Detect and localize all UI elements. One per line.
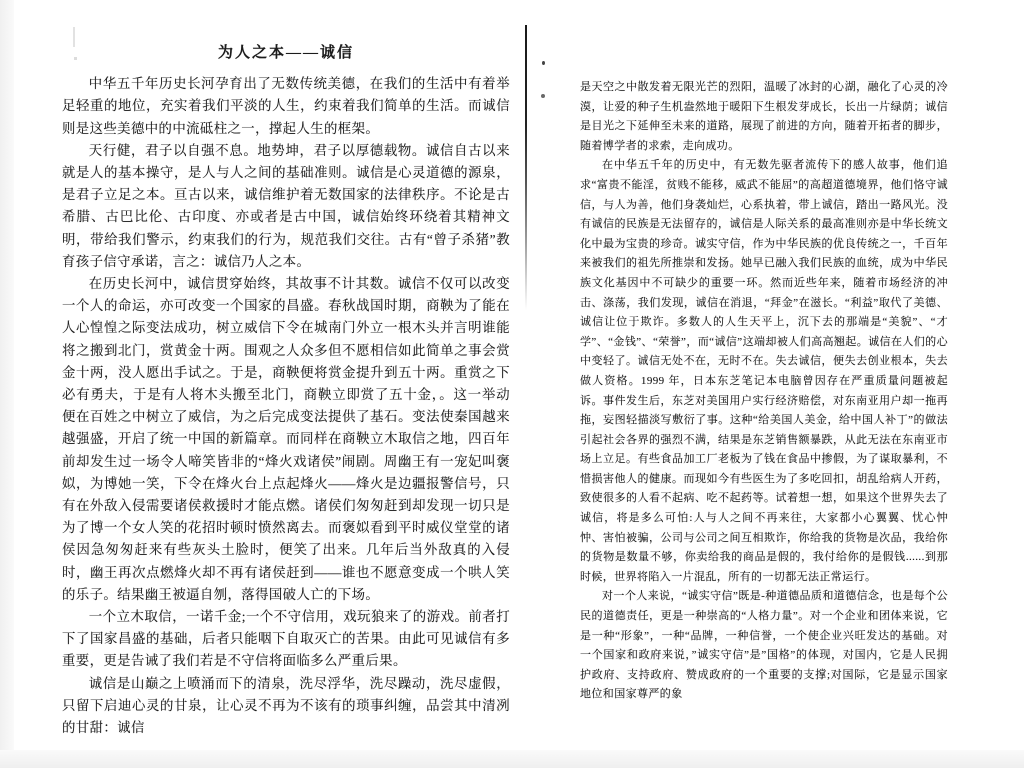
scan-speck [541, 94, 545, 98]
book-spine-line [525, 25, 527, 310]
essay-paragraph: 在历史长河中，诚信贯穿始终，其故事不计其数。诚信不仅可以改变一个人的命运，亦可改变一个国家的昌盛。春秋战国时期，商鞅为了能在人心惶惶之际变法成功，树立威信下令在城南门外立一根木头并言明谁能将之搬到北门，赏黄金十两。围观之人众多但不愿相信如此简单之事会赏金十两，没人愿出手试之。于是，商鞅便将赏金提升到五十两。重赏之下必有勇夫，于是有人将木头搬至北门，商鞅立即赏了五十金，。这一举动便在百姓之中树立了威信，为之后完成变法提供了基石。变法使秦国越来越强盛，开启了统一中国的新篇章。而同样在商鞅立木取信之地，四百年前却发生过一场令人啼笑皆非的“烽火戏诸侯”闹剧。周幽王有一宠妃叫褒姒，为博她一笑，下令在烽火台上点起烽火——烽火是边疆报警信号，只有在外敌入侵需要诸侯救援时才能点燃。诸侯们匆匆赶到却发现一切只是为了博一个女人笑的花招时顿时愤然离去。而褒姒看到平时威仪堂堂的诸侯因急匆匆赶来有些灰头土脸时，便笑了出来。几年后当外敌真的入侵时，幽王再次点燃烽火却不再有诸侯赶到——谁也不愿意变成一个哄人笑的乐子。结果幽王被逼自刎，落得国破人亡的下场。 [62, 276, 510, 602]
scan-edge-bottom [0, 750, 1024, 768]
scan-edge-left [0, 0, 14, 768]
scan-speck [542, 61, 545, 65]
essay-paragraph: 诚信是山巅之上喷涌而下的清泉，洗尽浮华，洗尽躁动，洗尽虚假，只留下启迪心灵的甘泉，让心灵不再为不该有的琐事纠缠，品尝其中清冽的甘甜：诚信 [62, 675, 510, 736]
essay-paragraph: 中华五千年历史长河孕育出了无数传统美德，在我们的生活中有着举足轻重的地位，充实着我们平淡的人生，约束着我们简单的生活。而诚信则是这些美德中的中流砥柱之一，撑起人生的框架。 [62, 76, 510, 136]
essay-paragraph: 一个立木取信，一诺千金;一个不守信用，戏玩狼来了的游戏。前者打下了国家昌盛的基础，后者只能咽下自取灭亡的苦果。由此可见诚信有多重要，更是告诫了我们若是不守信将面临多么严重后果。 [62, 609, 510, 669]
essay-paragraph: 天行健，君子以自强不息。地势坤，君子以厚德载物。诚信自古以来就是人的基本操守，是人与人之间的基础准则。诚信是心灵道德的源泉，是君子立足之本。亘古以来，诚信维护着无数国家的法律秩序。不论是古希腊、古巴比伦、古印度、亦或者是古中国，诚信始终环绕着其精神文明，带给我们警示，约束我们的行为，规范我们交往。古有“曾子杀猪”教育孩子信守承诺，言之：诚信乃人之本。 [62, 142, 510, 269]
essay-body-left [62, 73, 510, 739]
essay-paragraph: 在中华五千年的历史中，有无数先驱者流传下的感人故事，他们追求“富贵不能淫，贫贱不能移，威武不能屈”的高超道德境界，他们恪守诚信，与人为善，他们身袭灿烂，心系执着，带上诚信，踏出一路风光。没有诚信的民族是无法留存的，诚信是人际关系的最高准则亦是中华长统文化中最为宝贵的珍奇。诚实守信，作为中华民族的优良传统之一，千百年来被我们的祖先所推崇和发扬。她早已融入我们民族的血统，成为中华民族文化基因中不可缺少的重要一环。然而近些年来，随着市场经济的冲击、涤荡，我们发现，诚信在消退，“拜金”在滋长。“利益”取代了美德、诚信让位于欺诈。多数人的人生天平上，沉下去的那端是“美貌”、“才学”、“金钱”、“荣誉”，而“诚信”这端却被人们高高翘起。诚信在人们的心中变轻了。诚信无处不在，无时不在。失去诚信，便失去创业根本，失去做人资格。1999 年，日本东芝笔记本电脑曾因存在严重质量问题被起诉。事件发生后，东芝对美国用户实行经济赔偿，对东南亚用户却一拖再拖，妄图轻描淡写敷衍了事。这种“给美国人美金，给中国人补丁”的做法引起社会各界的强烈不满，结果是东芝销售额暴跌，从此无法在东南亚市场上立足。有些食品加工厂老板为了钱在食品中掺假，为了谋取暴利，不惜损害他人的健康。而现如今有些医生为了多吃回扣，胡乱给病人开药，致使很多的人看不起病、吃不起药等。试着想一想，如果这个世界失去了诚信，将是多么可怕:人与人之间不再来往，大家都小心翼翼、忧心忡忡、害怕被骗，公司与公司之间互相欺诈，你给我的货物是次品，我给你的货物是数量不够，你卖给我的商品是假的，我付给你的是假钱......到那时候，世界将陷入一片混乱，所有的一切都无法正常运行。 [580, 159, 948, 583]
essay-page-right [580, 78, 948, 705]
essay-page-left [62, 42, 510, 739]
essay-paragraph: 对一个人来说，“诚实守信”既是-种道德品质和道德信念，也是每个公民的道德责任，更是一种崇高的“人格力量”。对一个企业和团体来说，它是一种“形象”，一种“品牌，一种信誉，一个使企业兴旺发达的基础。对一个国家和政府来说，”诚实守信”是”国格”的体现，对国内，它是人民拥护政府、支持政府、赞成政府的一个重要的支撑;对国际，它是显示国家地位和国家尊严的象 [580, 590, 948, 701]
essay-paragraph: 是天空之中散发着无限光芒的烈阳，温暖了冰封的心湖，融化了心灵的冷漠，让爱的种子生机盎然地于暖阳下生根发芽成长，长出一片绿荫；诚信是目光之下延伸至未来的道路，展现了前进的方向，随着开拓者的脚步，随着博学者的求索，走向成功。 [580, 81, 948, 152]
essay-body-right [580, 78, 948, 705]
essay-title: 为人之本——诚信 [217, 45, 354, 61]
